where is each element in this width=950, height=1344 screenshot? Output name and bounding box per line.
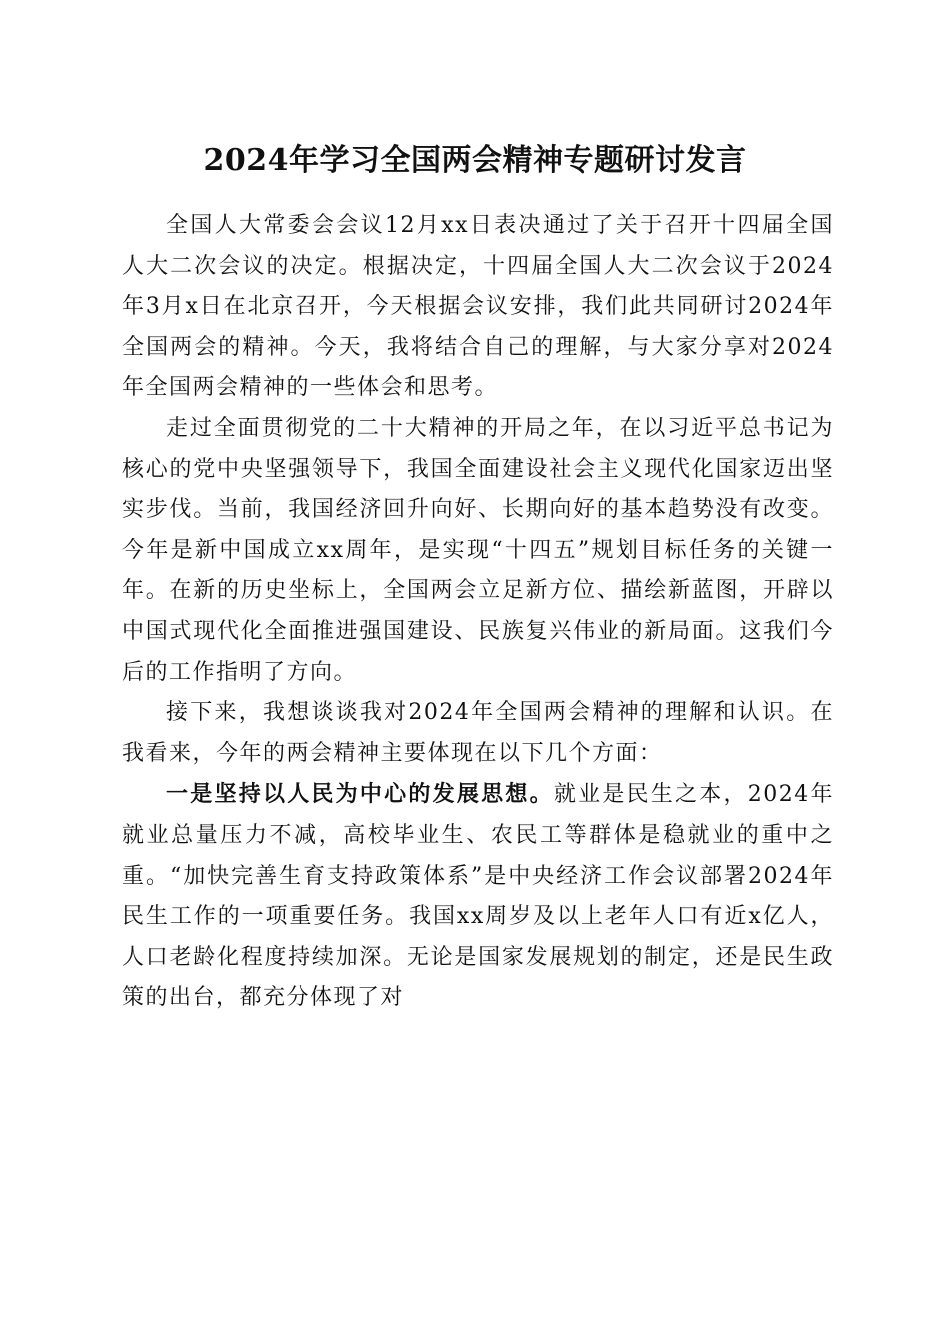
paragraph-3-text: 接下来，我想谈谈我对2024年全国两会精神的理解和认识。在我看来，今年的两会精神主要体现在以下几个方面： [122,700,834,766]
paragraph-4 [122,774,834,1019]
paragraph-4-lead: 一是坚持以人民为中心的发展思想。 [166,781,554,808]
paragraph-1-text: 全国人大常委会会议12月xx日表决通过了关于召开十四届全国人大二次会议的决定。根据决定，十四届全国人大二次会议于2024年3月x日在北京召开，今天根据会议安排，我们此共同研讨2024年全国两会的精神。今天，我将结合自己的理解，与大家分享对2024年全国两会精神的一些体会和思考。 [122,213,834,401]
paragraph-4-text: 就业是民生之本，2024年就业总量压力不减，高校毕业生、农民工等群体是稳就业的重中之重。“加快完善生育支持政策体系”是中央经济工作会议部署2024年民生工作的一项重要任务。我国xx周岁及以上老年人口有近x亿人，人口老龄化程度持续加深。无论是国家发展规划的制定，还是民生政策的出台，都充分体现了对 [122,782,834,1011]
paragraph-1 [122,206,834,409]
paragraph-3 [122,693,834,774]
paragraph-2 [122,409,834,693]
paragraph-2-text: 走过全面贯彻党的二十大精神的开局之年，在以习近平总书记为核心的党中央坚强领导下，我国全面建设社会主义现代化国家迈出坚实步伐。当前，我国经济回升向好、长期向好的基本趋势没有改变。今年是新中国成立xx周年，是实现“十四五”规划目标任务的关键一年。在新的历史坐标上，全国两会立足新方位、描绘新蓝图，开辟以中国式现代化全面推进强国建设、民族复兴伟业的新局面。这我们今后的工作指明了方向。 [122,415,834,685]
document-body [122,206,834,1019]
document-title: 2024年学习全国两会精神专题研讨发言 [203,143,747,178]
